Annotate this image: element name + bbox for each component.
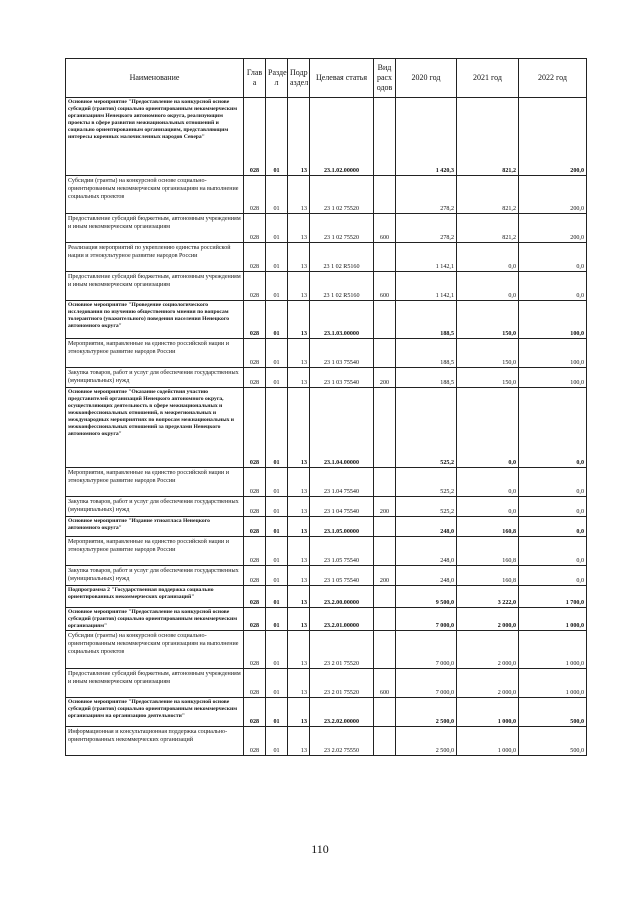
row-2022: 0,0 xyxy=(519,388,587,468)
row-name: Субсидии (гранты) на конкурсной основе социально-ориентированным некоммерческим организациям на выполнение социальных проектов xyxy=(66,631,244,669)
row-name: Закупка товаров, работ и услуг для обеспечения государственных (муниципальных) нужд xyxy=(66,566,244,586)
row-razdel: 01 xyxy=(266,517,288,537)
row-podrazdel: 13 xyxy=(288,368,310,388)
row-glava: 028 xyxy=(244,586,266,608)
row-2021: 2 000,0 xyxy=(457,669,519,698)
row-name: Закупка товаров, работ и услуг для обеспечения государственных (муниципальных) нужд xyxy=(66,368,244,388)
row-statya: 23.2.01.00000 xyxy=(310,608,374,631)
row-podrazdel: 13 xyxy=(288,301,310,339)
row-glava: 028 xyxy=(244,339,266,368)
row-2021: 150,0 xyxy=(457,339,519,368)
row-podrazdel: 13 xyxy=(288,497,310,517)
row-podrazdel: 13 xyxy=(288,272,310,301)
row-statya: 23 2 01 75520 xyxy=(310,669,374,698)
row-glava: 028 xyxy=(244,727,266,756)
row-vid xyxy=(374,631,396,669)
table-row xyxy=(66,517,587,537)
row-statya: 23.1.03.00000 xyxy=(310,301,374,339)
row-2022: 500,0 xyxy=(519,727,587,756)
budget-table xyxy=(65,58,587,756)
header-vid: Вид расх одов xyxy=(374,59,396,98)
row-podrazdel: 13 xyxy=(288,517,310,537)
table-row xyxy=(66,608,587,631)
row-vid xyxy=(374,727,396,756)
row-glava: 028 xyxy=(244,497,266,517)
row-glava: 028 xyxy=(244,631,266,669)
row-2021: 821,2 xyxy=(457,214,519,243)
row-2022: 1 700,0 xyxy=(519,586,587,608)
row-2021: 2 000,0 xyxy=(457,631,519,669)
row-vid: 200 xyxy=(374,368,396,388)
header-name: Наименование xyxy=(66,59,244,98)
table-row xyxy=(66,272,587,301)
row-2021: 1 000,0 xyxy=(457,727,519,756)
row-razdel: 01 xyxy=(266,214,288,243)
row-podrazdel: 13 xyxy=(288,388,310,468)
row-2021: 160,8 xyxy=(457,566,519,586)
row-razdel: 01 xyxy=(266,608,288,631)
row-statya: 23 2 01 75520 xyxy=(310,631,374,669)
row-2021: 3 222,0 xyxy=(457,586,519,608)
row-podrazdel: 13 xyxy=(288,243,310,272)
row-name: Мероприятия, направленные на единство российской нации и этнокультурное развитие народов России xyxy=(66,468,244,497)
row-statya: 23 1 03 75540 xyxy=(310,339,374,368)
row-statya: 23 1 02 R5160 xyxy=(310,272,374,301)
row-vid xyxy=(374,468,396,497)
row-glava: 028 xyxy=(244,243,266,272)
row-name: Основное мероприятие "Предоставление на конкурсной основе субсидий (грантов) социально ориентированным некоммерческим организациям на организацию деятельности" xyxy=(66,698,244,727)
row-2022: 200,0 xyxy=(519,98,587,176)
row-razdel: 01 xyxy=(266,586,288,608)
table-row xyxy=(66,537,587,566)
row-statya: 23 1 02 R5160 xyxy=(310,243,374,272)
row-razdel: 01 xyxy=(266,388,288,468)
row-2022: 500,0 xyxy=(519,698,587,727)
table-row xyxy=(66,388,587,468)
row-2022: 0,0 xyxy=(519,243,587,272)
row-name: Предоставление субсидий бюджетным, автономным учреждениям и иным некоммерческим организациям xyxy=(66,272,244,301)
row-podrazdel: 13 xyxy=(288,339,310,368)
row-2021: 821,2 xyxy=(457,98,519,176)
table-row xyxy=(66,586,587,608)
row-2021: 1 000,0 xyxy=(457,698,519,727)
row-statya: 23 1 03 75540 xyxy=(310,368,374,388)
row-vid xyxy=(374,388,396,468)
row-razdel: 01 xyxy=(266,698,288,727)
row-2020: 7 000,0 xyxy=(396,631,457,669)
row-2021: 150,0 xyxy=(457,368,519,388)
row-name: Закупка товаров, работ и услуг для обеспечения государственных (муниципальных) нужд xyxy=(66,497,244,517)
row-glava: 028 xyxy=(244,669,266,698)
row-glava: 028 xyxy=(244,537,266,566)
row-statya: 23 1.05 75540 xyxy=(310,537,374,566)
row-vid xyxy=(374,176,396,214)
row-vid xyxy=(374,98,396,176)
row-statya: 23 2.02 75550 xyxy=(310,727,374,756)
row-glava: 028 xyxy=(244,468,266,497)
row-2022: 0,0 xyxy=(519,272,587,301)
row-statya: 23 1 04 75540 xyxy=(310,497,374,517)
row-name: Основное мероприятие "Проведение социологического исследования по изучению общественного мнения по вопросам толерантного (уважительного) поведения населения Ненецкого автономного округа" xyxy=(66,301,244,339)
table-row xyxy=(66,339,587,368)
row-2021: 0,0 xyxy=(457,272,519,301)
row-vid xyxy=(374,537,396,566)
row-2022: 100,0 xyxy=(519,301,587,339)
row-statya: 23.1.05.00000 xyxy=(310,517,374,537)
row-name: Предоставление субсидий бюджетным, автономным учреждениям и иным некоммерческим организациям xyxy=(66,214,244,243)
row-2021: 150,0 xyxy=(457,301,519,339)
table-header-row xyxy=(66,59,587,98)
row-2020: 9 500,0 xyxy=(396,586,457,608)
row-glava: 028 xyxy=(244,566,266,586)
header-razdel: Разде л xyxy=(266,59,288,98)
row-2020: 248,0 xyxy=(396,537,457,566)
row-2021: 2 000,0 xyxy=(457,608,519,631)
row-2020: 525,2 xyxy=(396,497,457,517)
row-2021: 821,2 xyxy=(457,176,519,214)
row-podrazdel: 13 xyxy=(288,698,310,727)
row-razdel: 01 xyxy=(266,566,288,586)
row-razdel: 01 xyxy=(266,537,288,566)
row-name: Субсидии (гранты) на конкурсной основе социально-ориентированным некоммерческим организациям на выполнение социальных проектов xyxy=(66,176,244,214)
table-row xyxy=(66,98,587,176)
row-2022: 100,0 xyxy=(519,339,587,368)
row-vid xyxy=(374,243,396,272)
row-glava: 028 xyxy=(244,608,266,631)
row-name: Основное мероприятие "Издание этноатласа Ненецкого автономного округа" xyxy=(66,517,244,537)
row-statya: 23 1 02 75520 xyxy=(310,214,374,243)
row-vid xyxy=(374,517,396,537)
row-glava: 028 xyxy=(244,698,266,727)
row-vid xyxy=(374,608,396,631)
table-row xyxy=(66,631,587,669)
row-2022: 1 000,0 xyxy=(519,669,587,698)
row-2021: 0,0 xyxy=(457,497,519,517)
header-2022: 2022 год xyxy=(519,59,587,98)
row-podrazdel: 13 xyxy=(288,631,310,669)
row-razdel: 01 xyxy=(266,727,288,756)
row-2020: 2 500,0 xyxy=(396,698,457,727)
row-2022: 0,0 xyxy=(519,537,587,566)
table-row xyxy=(66,176,587,214)
row-2020: 188,5 xyxy=(396,339,457,368)
row-razdel: 01 xyxy=(266,368,288,388)
row-2022: 0,0 xyxy=(519,468,587,497)
row-podrazdel: 13 xyxy=(288,176,310,214)
row-name: Мероприятия, направленные на единство российской нации и этнокультурное развитие народов России xyxy=(66,339,244,368)
header-podrazdel: Подр аздел xyxy=(288,59,310,98)
row-name: Информационная и консультационная поддержка социально-ориентированных некоммерческих организаций xyxy=(66,727,244,756)
row-name: Подпрограмма 2 "Государственная поддержка социально ориентированных некоммерческих организаций" xyxy=(66,586,244,608)
row-razdel: 01 xyxy=(266,98,288,176)
row-statya: 23 1 05 75540 xyxy=(310,566,374,586)
row-razdel: 01 xyxy=(266,243,288,272)
table-row xyxy=(66,301,587,339)
budget-table-container xyxy=(65,58,586,756)
table-row xyxy=(66,368,587,388)
row-2020: 278,2 xyxy=(396,176,457,214)
row-2020: 1 420,3 xyxy=(396,98,457,176)
row-2020: 525,2 xyxy=(396,388,457,468)
row-name: Основное мероприятие "Оказание содействия участию представителей организаций Ненецкого автономного округа, осуществляющих деятельность в сфере межнациональных и межконфессиональных отношений, в межрегиональных и международных мероприятиях по вопросам межнациональных и межконфессиональных отношений за пределами Ненецкого автономного округа" xyxy=(66,388,244,468)
page-number: 110 xyxy=(311,842,329,856)
row-razdel: 01 xyxy=(266,669,288,698)
row-2020: 7 000,0 xyxy=(396,608,457,631)
row-glava: 028 xyxy=(244,272,266,301)
row-statya: 23 1 02 75520 xyxy=(310,176,374,214)
row-vid: 200 xyxy=(374,497,396,517)
table-row xyxy=(66,468,587,497)
row-glava: 028 xyxy=(244,368,266,388)
row-podrazdel: 13 xyxy=(288,586,310,608)
row-razdel: 01 xyxy=(266,497,288,517)
row-podrazdel: 13 xyxy=(288,608,310,631)
header-glava: Глав а xyxy=(244,59,266,98)
row-2020: 1 142,1 xyxy=(396,272,457,301)
row-vid xyxy=(374,339,396,368)
row-podrazdel: 13 xyxy=(288,468,310,497)
row-2020: 2 500,0 xyxy=(396,727,457,756)
table-row xyxy=(66,243,587,272)
row-2021: 0,0 xyxy=(457,388,519,468)
row-name: Реализация мероприятий по укреплению единства российской нации и этнокультурное развитие народов России xyxy=(66,243,244,272)
row-vid xyxy=(374,698,396,727)
row-razdel: 01 xyxy=(266,272,288,301)
row-glava: 028 xyxy=(244,388,266,468)
row-glava: 028 xyxy=(244,301,266,339)
row-vid: 200 xyxy=(374,566,396,586)
row-glava: 028 xyxy=(244,214,266,243)
header-statya: Целевая статья xyxy=(310,59,374,98)
table-row xyxy=(66,497,587,517)
row-podrazdel: 13 xyxy=(288,214,310,243)
table-row xyxy=(66,727,587,756)
row-name: Предоставление субсидий бюджетным, автономным учреждениям и иным некоммерческим организациям xyxy=(66,669,244,698)
row-2021: 0,0 xyxy=(457,243,519,272)
header-2021: 2021 год xyxy=(457,59,519,98)
row-2022: 0,0 xyxy=(519,566,587,586)
table-row xyxy=(66,214,587,243)
row-name: Основное мероприятие "Предоставление на конкурсной основе субсидий (грантов) социально ориентированным некоммерческим организациям Ненецкого автономного округа, реализующим проекты в сфере развития межнациональных отношений и социально ориентированным организациям, представляющим интересы коренных малочисленных народов Севера" xyxy=(66,98,244,176)
row-name: Мероприятия, направленные на единство российской нации и этнокультурное развитие народов России xyxy=(66,537,244,566)
row-razdel: 01 xyxy=(266,176,288,214)
row-statya: 23.1.04.00000 xyxy=(310,388,374,468)
row-2021: 160,8 xyxy=(457,537,519,566)
row-2020: 278,2 xyxy=(396,214,457,243)
row-podrazdel: 13 xyxy=(288,537,310,566)
row-glava: 028 xyxy=(244,176,266,214)
row-2022: 200,0 xyxy=(519,214,587,243)
row-razdel: 01 xyxy=(266,631,288,669)
row-podrazdel: 13 xyxy=(288,727,310,756)
row-2022: 200,0 xyxy=(519,176,587,214)
row-podrazdel: 13 xyxy=(288,566,310,586)
row-vid xyxy=(374,586,396,608)
row-glava: 028 xyxy=(244,98,266,176)
row-vid: 600 xyxy=(374,214,396,243)
row-2020: 248,0 xyxy=(396,566,457,586)
row-2020: 1 142,1 xyxy=(396,243,457,272)
row-2020: 188,5 xyxy=(396,368,457,388)
row-statya: 23.1.02.00000 xyxy=(310,98,374,176)
row-statya: 23.2.02.00000 xyxy=(310,698,374,727)
row-name: Основное мероприятие "Предоставление на конкурсной основе субсидий (грантов) социально ориентированным некоммерческим организациям" xyxy=(66,608,244,631)
row-statya: 23 1.04 75540 xyxy=(310,468,374,497)
row-podrazdel: 13 xyxy=(288,669,310,698)
row-2022: 0,0 xyxy=(519,497,587,517)
row-statya: 23.2.00.00000 xyxy=(310,586,374,608)
row-2022: 1 000,0 xyxy=(519,608,587,631)
row-vid xyxy=(374,301,396,339)
row-vid: 600 xyxy=(374,272,396,301)
row-2022: 0,0 xyxy=(519,517,587,537)
row-2020: 188,5 xyxy=(396,301,457,339)
row-vid: 600 xyxy=(374,669,396,698)
row-2020: 7 000,0 xyxy=(396,669,457,698)
table-row xyxy=(66,669,587,698)
table-row xyxy=(66,566,587,586)
row-2020: 525,2 xyxy=(396,468,457,497)
row-podrazdel: 13 xyxy=(288,98,310,176)
header-2020: 2020 год xyxy=(396,59,457,98)
row-razdel: 01 xyxy=(266,468,288,497)
table-row xyxy=(66,698,587,727)
row-2020: 248,0 xyxy=(396,517,457,537)
row-razdel: 01 xyxy=(266,339,288,368)
row-2022: 1 000,0 xyxy=(519,631,587,669)
row-2021: 0,0 xyxy=(457,468,519,497)
row-glava: 028 xyxy=(244,517,266,537)
table-body xyxy=(66,98,587,756)
row-2022: 100,0 xyxy=(519,368,587,388)
row-2021: 160,8 xyxy=(457,517,519,537)
row-razdel: 01 xyxy=(266,301,288,339)
